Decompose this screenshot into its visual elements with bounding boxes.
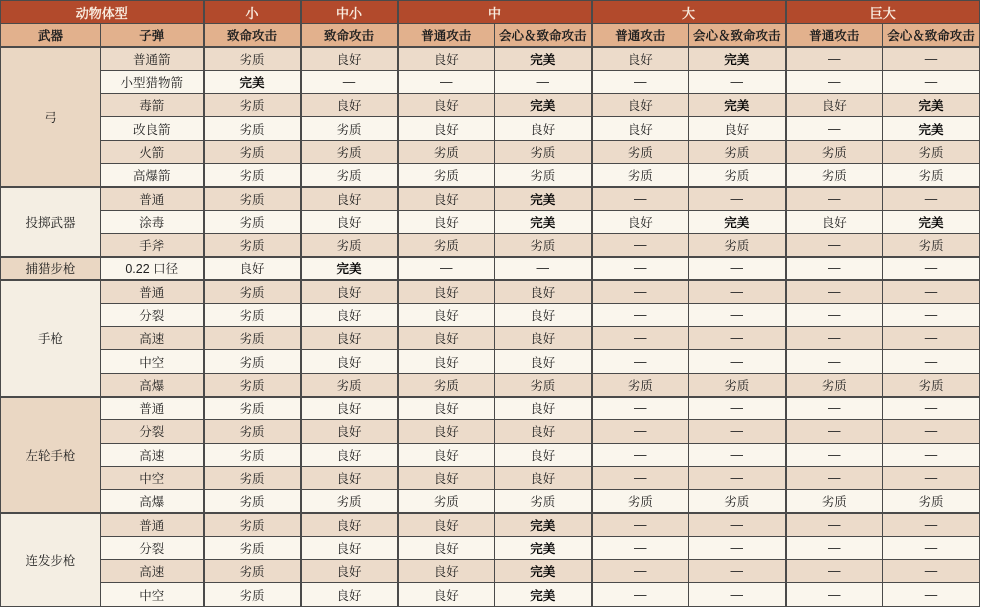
value-cell: 良好 (301, 94, 398, 117)
table-row (1, 210, 980, 233)
value-cell: 劣质 (398, 233, 495, 256)
value-cell: — (689, 303, 786, 326)
value-cell: — (592, 187, 689, 210)
value-cell: 良好 (301, 513, 398, 536)
value-cell: 完美 (883, 210, 980, 233)
value-cell: 劣质 (204, 560, 301, 583)
value-cell: — (592, 350, 689, 373)
value-cell: — (786, 350, 883, 373)
value-cell: 完美 (495, 536, 592, 559)
ammo-cell: 涂毒 (101, 210, 204, 233)
value-cell: 劣质 (204, 47, 301, 70)
table-row (1, 466, 980, 489)
value-cell: 良好 (398, 443, 495, 466)
ammo-cell: 高速 (101, 327, 204, 350)
value-cell: 劣质 (883, 164, 980, 187)
value-cell: — (786, 280, 883, 303)
value-cell: — (689, 583, 786, 607)
value-cell: — (592, 327, 689, 350)
corner-header: 动物体型 (1, 1, 204, 24)
ammo-cell: 高爆 (101, 490, 204, 513)
value-cell: 劣质 (204, 117, 301, 140)
value-cell: 劣质 (301, 490, 398, 513)
value-cell: — (883, 187, 980, 210)
ammo-cell: 普通 (101, 397, 204, 420)
weapon-cell: 弓 (1, 47, 101, 187)
value-cell: 良好 (398, 327, 495, 350)
value-cell: 良好 (301, 443, 398, 466)
size-group-header: 小 (204, 1, 301, 24)
value-cell: 良好 (301, 466, 398, 489)
value-cell: 完美 (204, 70, 301, 93)
value-cell: — (883, 513, 980, 536)
value-cell: 良好 (495, 397, 592, 420)
value-cell: 劣质 (786, 164, 883, 187)
value-cell: — (786, 443, 883, 466)
value-cell: 良好 (301, 560, 398, 583)
value-cell: 完美 (495, 583, 592, 607)
table-row (1, 327, 980, 350)
value-cell: — (689, 70, 786, 93)
size-group-header: 大 (592, 1, 786, 24)
ammo-cell: 高爆箭 (101, 164, 204, 187)
value-cell: 良好 (204, 257, 301, 280)
ammo-cell: 普通 (101, 280, 204, 303)
value-cell: — (883, 466, 980, 489)
value-cell: 劣质 (301, 140, 398, 163)
value-cell: 良好 (592, 117, 689, 140)
column-header: 会心＆致命攻击 (883, 24, 980, 47)
value-cell: — (786, 513, 883, 536)
value-cell: 良好 (301, 280, 398, 303)
value-cell: 良好 (398, 560, 495, 583)
value-cell: 良好 (495, 466, 592, 489)
value-cell: — (689, 443, 786, 466)
size-group-header: 中小 (301, 1, 398, 24)
value-cell: 良好 (398, 536, 495, 559)
value-cell: 良好 (495, 303, 592, 326)
ammo-cell: 普通箭 (101, 47, 204, 70)
table-row (1, 117, 980, 140)
ammo-cell: 毒箭 (101, 94, 204, 117)
size-group-header: 中 (398, 1, 592, 24)
value-cell: 良好 (398, 303, 495, 326)
ammo-cell: 高爆 (101, 373, 204, 396)
value-cell: — (592, 536, 689, 559)
table-body (1, 47, 980, 606)
value-cell: 良好 (398, 187, 495, 210)
table-row (1, 70, 980, 93)
column-header: 致命攻击 (204, 24, 301, 47)
value-cell: 劣质 (398, 164, 495, 187)
value-cell: 良好 (398, 466, 495, 489)
value-cell: 良好 (398, 513, 495, 536)
value-cell: 劣质 (689, 373, 786, 396)
value-cell: 劣质 (883, 490, 980, 513)
table-row (1, 397, 980, 420)
value-cell: 劣质 (204, 350, 301, 373)
value-cell: 完美 (689, 47, 786, 70)
table-row (1, 94, 980, 117)
table-row (1, 513, 980, 536)
size-group-row (1, 1, 980, 24)
value-cell: — (592, 466, 689, 489)
value-cell: — (689, 327, 786, 350)
value-cell: — (786, 47, 883, 70)
value-cell: 良好 (398, 47, 495, 70)
ammo-cell: 分裂 (101, 420, 204, 443)
weapon-cell: 连发步枪 (1, 513, 101, 606)
value-cell: — (592, 303, 689, 326)
value-cell: 良好 (301, 327, 398, 350)
value-cell: 劣质 (786, 373, 883, 396)
value-cell: 良好 (301, 350, 398, 373)
weapon-cell: 捕猎步枪 (1, 257, 101, 280)
table-row (1, 187, 980, 210)
value-cell: 劣质 (301, 117, 398, 140)
value-cell: — (786, 397, 883, 420)
table-row (1, 536, 980, 559)
value-cell: 劣质 (495, 490, 592, 513)
column-header: 普通攻击 (398, 24, 495, 47)
value-cell: 完美 (495, 210, 592, 233)
weapon-cell: 投掷武器 (1, 187, 101, 257)
table-row (1, 420, 980, 443)
value-cell: 劣质 (204, 233, 301, 256)
value-cell: 良好 (592, 47, 689, 70)
value-cell: — (689, 280, 786, 303)
value-cell: — (883, 327, 980, 350)
column-header: 会心＆致命攻击 (495, 24, 592, 47)
value-cell: — (592, 420, 689, 443)
value-cell: 劣质 (204, 94, 301, 117)
value-cell: 劣质 (204, 466, 301, 489)
value-cell: — (883, 560, 980, 583)
table-row (1, 373, 980, 396)
table-row (1, 280, 980, 303)
value-cell: — (883, 536, 980, 559)
value-cell: 良好 (301, 210, 398, 233)
value-cell: — (883, 70, 980, 93)
value-cell: — (883, 350, 980, 373)
value-cell: 劣质 (204, 373, 301, 396)
table-row (1, 257, 980, 280)
weapon-cell: 左轮手枪 (1, 397, 101, 513)
value-cell: 良好 (301, 187, 398, 210)
value-cell: — (786, 583, 883, 607)
value-cell: 劣质 (301, 373, 398, 396)
value-cell: — (592, 443, 689, 466)
value-cell: — (883, 420, 980, 443)
value-cell: 良好 (301, 397, 398, 420)
value-cell: 良好 (689, 117, 786, 140)
size-group-header: 巨大 (786, 1, 980, 24)
value-cell: — (592, 257, 689, 280)
value-cell: 劣质 (204, 513, 301, 536)
value-cell: 劣质 (495, 373, 592, 396)
column-header: 普通攻击 (592, 24, 689, 47)
value-cell: 劣质 (883, 373, 980, 396)
value-cell: 劣质 (786, 140, 883, 163)
value-cell: — (883, 257, 980, 280)
value-cell: — (398, 257, 495, 280)
value-cell: 劣质 (204, 583, 301, 607)
value-cell: — (786, 560, 883, 583)
sub-header-row (1, 24, 980, 47)
value-cell: 劣质 (204, 140, 301, 163)
value-cell: 完美 (883, 117, 980, 140)
value-cell: 完美 (495, 94, 592, 117)
value-cell: — (883, 47, 980, 70)
value-cell: — (495, 257, 592, 280)
table-row (1, 233, 980, 256)
value-cell: — (398, 70, 495, 93)
value-cell: 良好 (398, 420, 495, 443)
value-cell: — (689, 350, 786, 373)
value-cell: 劣质 (883, 140, 980, 163)
value-cell: — (689, 420, 786, 443)
value-cell: 劣质 (495, 164, 592, 187)
value-cell: 劣质 (204, 490, 301, 513)
value-cell: — (592, 280, 689, 303)
value-cell: — (883, 397, 980, 420)
value-cell: — (495, 70, 592, 93)
value-cell: 良好 (786, 210, 883, 233)
table-row (1, 164, 980, 187)
value-cell: — (786, 257, 883, 280)
value-cell: — (689, 560, 786, 583)
ammo-cell: 中空 (101, 350, 204, 373)
ammo-cell: 中空 (101, 583, 204, 607)
value-cell: 劣质 (398, 373, 495, 396)
value-cell: 劣质 (689, 164, 786, 187)
value-cell: — (883, 280, 980, 303)
value-cell: 良好 (398, 350, 495, 373)
value-cell: — (786, 420, 883, 443)
value-cell: 良好 (495, 443, 592, 466)
ammo-cell: 普通 (101, 513, 204, 536)
value-cell: 完美 (689, 94, 786, 117)
column-header: 武器 (1, 24, 101, 47)
table-row (1, 560, 980, 583)
table-row (1, 443, 980, 466)
value-cell: — (592, 233, 689, 256)
column-header: 子弹 (101, 24, 204, 47)
value-cell: 劣质 (592, 373, 689, 396)
ammo-cell: 中空 (101, 466, 204, 489)
value-cell: 良好 (301, 583, 398, 607)
value-cell: — (786, 117, 883, 140)
table-row (1, 350, 980, 373)
value-cell: — (883, 443, 980, 466)
table-row (1, 583, 980, 607)
value-cell: — (592, 513, 689, 536)
weapon-cell: 手枪 (1, 280, 101, 396)
value-cell: — (592, 583, 689, 607)
ammo-cell: 火箭 (101, 140, 204, 163)
ammo-cell: 小型猎物箭 (101, 70, 204, 93)
value-cell: 良好 (495, 280, 592, 303)
column-header: 普通攻击 (786, 24, 883, 47)
ammo-cell: 高速 (101, 443, 204, 466)
ammo-cell: 普通 (101, 187, 204, 210)
value-cell: — (592, 397, 689, 420)
value-cell: 良好 (495, 327, 592, 350)
value-cell: — (689, 513, 786, 536)
value-cell: 完美 (495, 513, 592, 536)
value-cell: 劣质 (204, 187, 301, 210)
value-cell: 良好 (301, 303, 398, 326)
value-cell: 劣质 (592, 140, 689, 163)
table-row (1, 490, 980, 513)
value-cell: 劣质 (689, 490, 786, 513)
table-header (1, 1, 980, 48)
value-cell: — (883, 303, 980, 326)
value-cell: 完美 (495, 187, 592, 210)
value-cell: 良好 (495, 117, 592, 140)
value-cell: — (689, 257, 786, 280)
ammo-cell: 高速 (101, 560, 204, 583)
value-cell: 良好 (301, 420, 398, 443)
value-cell: 劣质 (398, 140, 495, 163)
value-cell: 劣质 (883, 233, 980, 256)
value-cell: — (592, 70, 689, 93)
value-cell: — (786, 70, 883, 93)
value-cell: — (689, 187, 786, 210)
value-cell: 劣质 (204, 397, 301, 420)
value-cell: 良好 (592, 210, 689, 233)
column-header: 会心＆致命攻击 (689, 24, 786, 47)
ammo-cell: 分裂 (101, 536, 204, 559)
value-cell: 良好 (495, 350, 592, 373)
value-cell: 良好 (398, 210, 495, 233)
column-header: 致命攻击 (301, 24, 398, 47)
value-cell: 良好 (398, 583, 495, 607)
value-cell: 良好 (786, 94, 883, 117)
ammo-cell: 手斧 (101, 233, 204, 256)
value-cell: 劣质 (398, 490, 495, 513)
value-cell: 劣质 (204, 210, 301, 233)
value-cell: 劣质 (495, 140, 592, 163)
table-row (1, 303, 980, 326)
value-cell: 劣质 (689, 233, 786, 256)
value-cell: 劣质 (301, 233, 398, 256)
value-cell: — (786, 466, 883, 489)
value-cell: 劣质 (204, 280, 301, 303)
value-cell: 劣质 (301, 164, 398, 187)
ammo-cell: 改良箭 (101, 117, 204, 140)
value-cell: 劣质 (786, 490, 883, 513)
value-cell: 劣质 (204, 303, 301, 326)
ammo-cell: 0.22 口径 (101, 257, 204, 280)
value-cell: 完美 (495, 560, 592, 583)
value-cell: 完美 (495, 47, 592, 70)
value-cell: 劣质 (204, 164, 301, 187)
value-cell: 劣质 (204, 536, 301, 559)
table-row (1, 47, 980, 70)
value-cell: 劣质 (592, 490, 689, 513)
value-cell: — (883, 583, 980, 607)
value-cell: — (689, 397, 786, 420)
value-cell: 劣质 (592, 164, 689, 187)
value-cell: — (592, 560, 689, 583)
value-cell: 良好 (301, 536, 398, 559)
value-cell: — (786, 327, 883, 350)
ammo-cell: 分裂 (101, 303, 204, 326)
value-cell: — (301, 70, 398, 93)
value-cell: 劣质 (204, 420, 301, 443)
value-cell: — (689, 536, 786, 559)
value-cell: 劣质 (204, 443, 301, 466)
value-cell: 良好 (398, 397, 495, 420)
value-cell: 良好 (301, 47, 398, 70)
table-row (1, 140, 980, 163)
value-cell: 完美 (301, 257, 398, 280)
value-cell: 良好 (398, 280, 495, 303)
value-cell: 良好 (398, 94, 495, 117)
value-cell: 良好 (495, 420, 592, 443)
value-cell: — (786, 187, 883, 210)
value-cell: 良好 (398, 117, 495, 140)
value-cell: 劣质 (689, 140, 786, 163)
value-cell: — (786, 233, 883, 256)
value-cell: 劣质 (495, 233, 592, 256)
value-cell: — (786, 536, 883, 559)
value-cell: — (689, 466, 786, 489)
value-cell: 劣质 (204, 327, 301, 350)
value-cell: — (786, 303, 883, 326)
value-cell: 良好 (592, 94, 689, 117)
value-cell: 完美 (689, 210, 786, 233)
value-cell: 完美 (883, 94, 980, 117)
